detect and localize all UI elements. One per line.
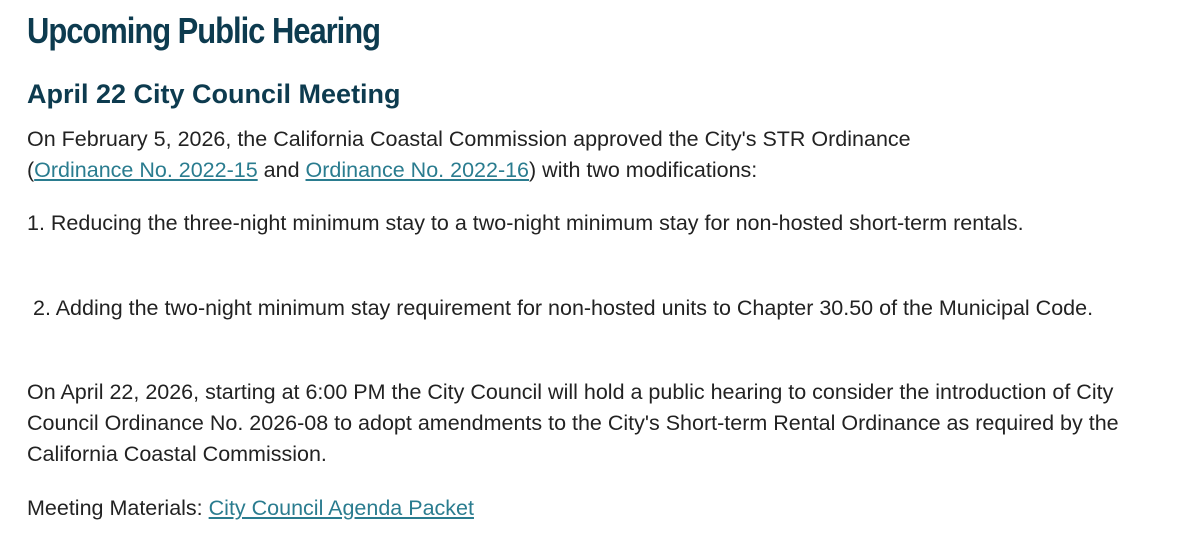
meeting-materials-label: Meeting Materials: xyxy=(27,496,209,520)
hearing-paragraph: On April 22, 2026, starting at 6:00 PM the City Council will hold a public hearing to consider the introduction of City Council Ordinance No. 2026-08 to adopt amendments to the City's Short-term Rental Ordinance as required by the California Coastal Commission. xyxy=(27,380,1119,466)
intro-text: On February 5, 2026, the California Coastal Commission approved the City's STR Ordinance xyxy=(27,127,911,151)
ordinance-2022-16-link[interactable]: Ordinance No. 2022-16 xyxy=(305,158,530,182)
page-title: Upcoming Public Hearing xyxy=(27,10,380,51)
section-heading: April 22 City Council Meeting xyxy=(27,79,401,109)
intro-paragraph xyxy=(27,124,1167,186)
open-paren: ( xyxy=(27,158,35,182)
agenda-packet-link[interactable]: City Council Agenda Packet xyxy=(208,496,474,520)
modification-2: 2. Adding the two-night minimum stay requirement for non-hosted units to Chapter 30.50 of the Municipal Code. xyxy=(27,296,1094,320)
ordinance-2022-15-link[interactable]: Ordinance No. 2022-15 xyxy=(34,158,258,182)
intro-text-after: ) with two modifications: xyxy=(529,158,758,182)
and-text: and xyxy=(257,158,306,182)
modification-1: 1. Reducing the three-night minimum stay to a two-night minimum stay for non-hosted short-term rentals. xyxy=(27,211,1024,235)
meeting-materials xyxy=(27,493,1167,524)
